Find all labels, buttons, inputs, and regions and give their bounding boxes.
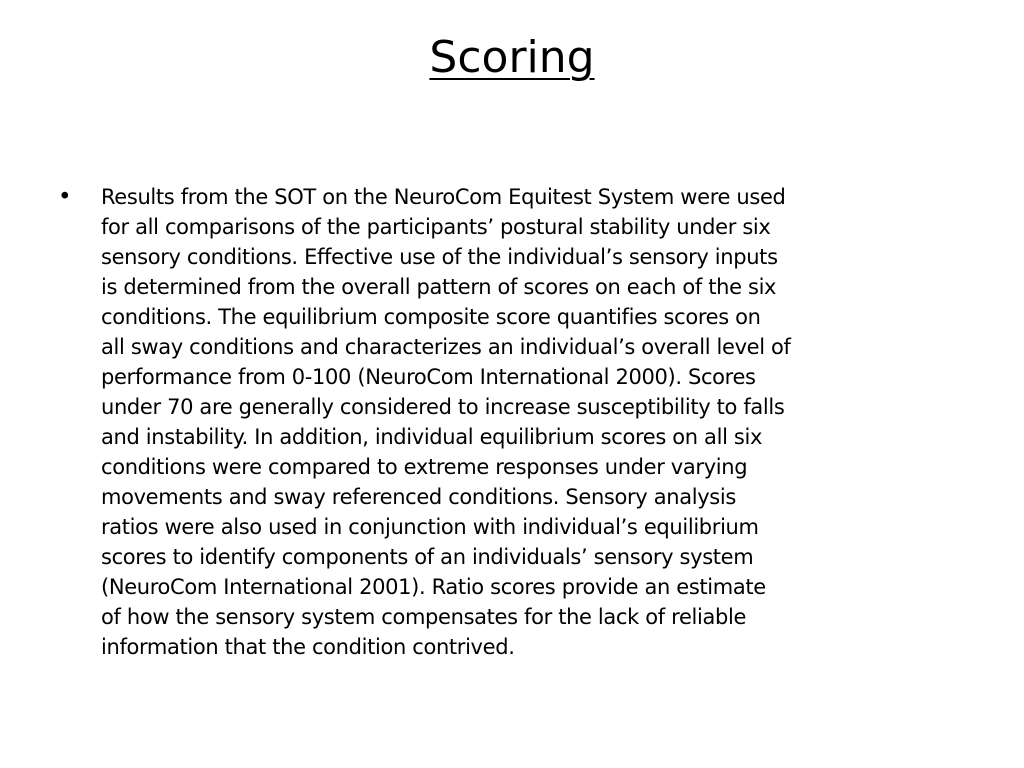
bullet-point-icon: • xyxy=(58,184,72,210)
paragraph-line: under 70 are generally considered to increase susceptibility to falls xyxy=(101,395,785,419)
paragraph-line: is determined from the overall pattern of scores on each of the six xyxy=(101,275,777,299)
paragraph-line: movements and sway referenced conditions. Sensory analysis xyxy=(101,485,736,509)
paragraph-line: all sway conditions and characterizes an individual’s overall level of xyxy=(101,335,791,359)
paragraph-line: scores to identify components of an individuals’ sensory system xyxy=(101,545,754,569)
paragraph-line: of how the sensory system compensates for the lack of reliable xyxy=(101,605,747,629)
slide-title: Scoring xyxy=(429,32,595,83)
paragraph-line: (NeuroCom International 2001). Ratio scores provide an estimate xyxy=(101,575,766,599)
paragraph-line: conditions were compared to extreme responses under varying xyxy=(101,455,748,479)
paragraph-line: sensory conditions. Effective use of the individual’s sensory inputs xyxy=(101,245,778,269)
paragraph-line: Results from the SOT on the NeuroCom Equitest System were used xyxy=(101,185,786,209)
paragraph-line: conditions. The equilibrium composite score quantifies scores on xyxy=(101,305,761,329)
paragraph-line: and instability. In addition, individual equilibrium scores on all six xyxy=(101,425,763,449)
paragraph-line: information that the condition contrived. xyxy=(101,635,515,659)
paragraph-line: performance from 0-100 (NeuroCom International 2000). Scores xyxy=(101,365,756,389)
paragraph-line: ratios were also used in conjunction with individual’s equilibrium xyxy=(101,515,759,539)
bullet-paragraph xyxy=(101,182,978,662)
paragraph-line: for all comparisons of the participants’ postural stability under six xyxy=(101,215,771,239)
